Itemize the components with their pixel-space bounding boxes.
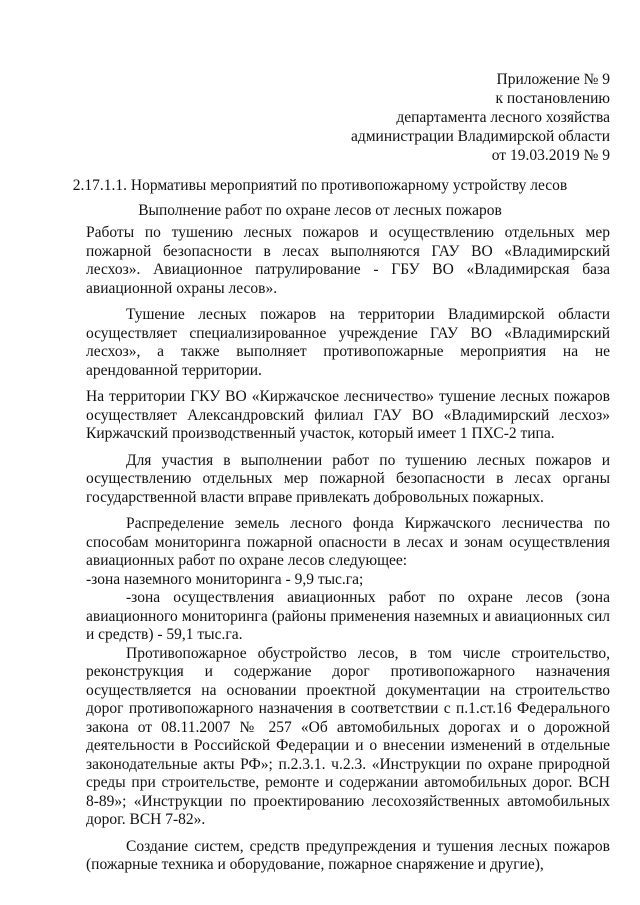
paragraph: Работы по тушению лесных пожаров и осуществлению отдельных мер пожарной безопасности в лесах выполняются ГАУ ВО «Владимирский лесхоз». Авиационное патрулирование - ГБУ ВО «Владимирская база авиационной охраны лесов». [86,224,610,297]
header-line-3: департамента лесного хозяйства [396,109,610,126]
header-line-4: администрации Владимирской области [350,128,610,145]
header-line-2: к постановлению [495,90,610,107]
section-title: 2.17.1.1. Нормативы мероприятий по противопожарному устройству лесов [72,177,568,194]
document-body [86,224,610,883]
paragraph: Тушение лесных пожаров на территории Владимирской области осуществляет специализированное учреждение ГАУ ВО «Владимирский лесхоз», а также выполняет противопожарные мероприятия на не арендованной территории. [86,306,610,379]
subsection-title: Выполнение работ по охране лесов от лесных пожаров [138,202,502,219]
header-line-1: Приложение № 9 [496,71,610,88]
header-line-5: от 19.03.2019 № 9 [491,147,610,164]
paragraph: Для участия в выполнении работ по тушению лесных пожаров и осуществлению отдельных мер пожарной безопасности в лесах органы государственной власти вправе привлекать добровольных пожарных. [86,451,610,506]
list-item: -зона наземного мониторинга - 9,9 тыс.га; [86,570,364,588]
paragraph: Распределение земель лесного фонда Киржачского лесничества по способам мониторинга пожарной опасности в лесах и зонам осуществления авиационных работ по охране лесов следующее: [86,515,610,569]
paragraph: Противопожарное обустройство лесов, в том числе строительство, реконструкция и содержание дорог противопожарного назначения осуществляется на основании проектной документации на строительство дорог противопожарного назначения в соответствии с п.1.ст.16 Федерального закона от 08.11.2007 № 257 «Об автомобильных дорогах и о дорожной деятельности в Российской Федерации и о внесении изменений в отдельные законодательные акты РФ»; п.2.3.1. ч.2.3. «Инструкции по охране природной среды при строительстве, ремонте и содержании автомобильных дорог. ВСН 8-89»; «Инструкции по проектированию лесохозяйственных автомобильных дорог. ВСН 7-82». [86,644,610,828]
list-item: -зона осуществления авиационных работ по охране лесов (зона авиационного мониторинга (районы применения наземных и авиационных сил и средств) - 59,1 тыс.га. [86,589,610,643]
paragraph: На территории ГКУ ВО «Киржачское лесничество» тушение лесных пожаров осуществляет Александровский филиал ГАУ ВО «Владимирский лесхоз» Киржачский производственный участок, который имеет 1 ПХС-2 типа. [86,388,610,442]
appendix-header [270,70,610,165]
paragraph: Создание систем, средств предупреждения и тушения лесных пожаров (пожарные техника и оборудование, пожарное снаряжение и другие), [86,837,610,873]
